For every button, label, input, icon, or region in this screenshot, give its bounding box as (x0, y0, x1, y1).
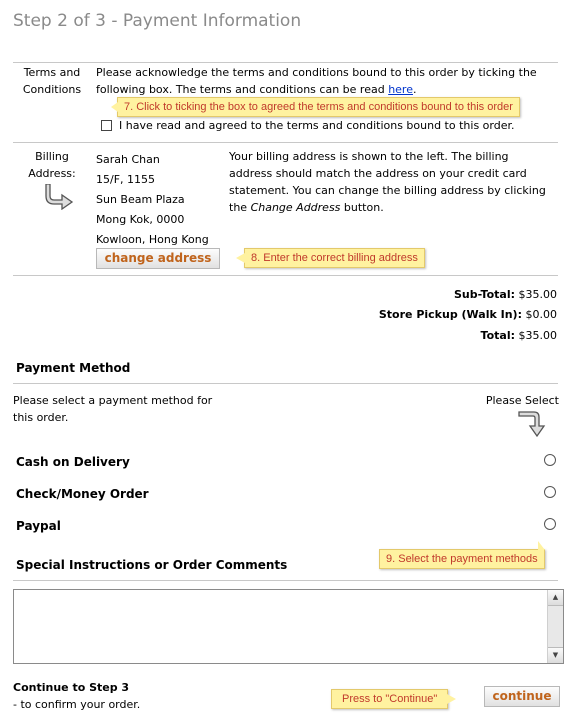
please-select-label: Please Select (485, 394, 559, 407)
terms-checkbox[interactable] (101, 120, 112, 131)
subtotal-row: Sub-Total: $35.00 (453, 288, 557, 301)
payment-radio-cod[interactable] (544, 454, 556, 466)
terms-callout: 7. Click to ticking the box to agreed the terms and conditions bound to this order (117, 97, 520, 117)
address-line: Sarah Chan (96, 153, 160, 166)
billing-info: Your billing address is shown to the left. The billing address should match the address on your credit card statement. You can change the billing address by clicking the Change Address button. (229, 150, 546, 214)
terms-label: Terms and Conditions (22, 66, 82, 96)
address-line: Mong Kok, 0000 (96, 213, 185, 226)
scroll-down-icon[interactable]: ▼ (548, 647, 563, 663)
curved-arrow-down-icon (518, 408, 548, 441)
terms-checkbox-label: I have read and agreed to the terms and conditions bound to this order. (119, 119, 515, 132)
payment-instruction: Please select a payment method for this order. (13, 394, 213, 424)
payment-option-paypal: Paypal (16, 519, 61, 533)
comments-textarea[interactable] (14, 590, 544, 661)
billing-callout: 8. Enter the correct billing address (244, 248, 425, 268)
curved-arrow-right-icon (44, 184, 74, 213)
continue-button[interactable]: continue (484, 686, 560, 707)
comments-heading: Special Instructions or Order Comments (16, 558, 288, 572)
payment-option-check: Check/Money Order (16, 487, 149, 501)
terms-text: Please acknowledge the terms and conditions bound to this order by ticking the following box. The terms and conditions can be read here. (96, 66, 537, 96)
comments-textarea-box (13, 589, 564, 664)
payment-callout: 9. Select the payment methods (379, 549, 545, 569)
callout-pointer-icon (236, 253, 245, 263)
continue-callout: Press to "Continue" (331, 689, 448, 709)
comments-scrollbar[interactable] (547, 590, 563, 663)
callout-pointer-icon (538, 541, 545, 550)
callout-pointer-icon (447, 694, 456, 704)
payment-method-heading: Payment Method (16, 361, 131, 375)
payment-radio-paypal[interactable] (544, 518, 556, 530)
divider (13, 580, 558, 581)
callout-pointer-icon (111, 102, 118, 112)
address-line: Kowloon, Hong Kong (96, 233, 209, 246)
total-row: Total: $35.00 (480, 329, 557, 342)
billing-label: Billing Address: (28, 150, 76, 180)
change-address-button[interactable]: change address (96, 248, 220, 269)
continue-subtext: - to confirm your order. (13, 698, 141, 711)
address-line: 15/F, 1155 (96, 173, 156, 186)
billing-address-block (96, 150, 209, 250)
payment-radio-check[interactable] (544, 486, 556, 498)
divider (13, 383, 558, 384)
page-title: Step 2 of 3 - Payment Information (13, 11, 302, 31)
divider (13, 142, 558, 143)
terms-here-link[interactable]: here (388, 83, 413, 96)
address-line: Sun Beam Plaza (96, 193, 185, 206)
scroll-up-icon[interactable]: ▲ (548, 590, 563, 606)
continue-heading: Continue to Step 3 (13, 681, 130, 694)
divider (13, 275, 558, 276)
store-pickup-row: Store Pickup (Walk In): $0.00 (378, 308, 557, 321)
divider (13, 62, 558, 63)
payment-option-cod: Cash on Delivery (16, 455, 130, 469)
